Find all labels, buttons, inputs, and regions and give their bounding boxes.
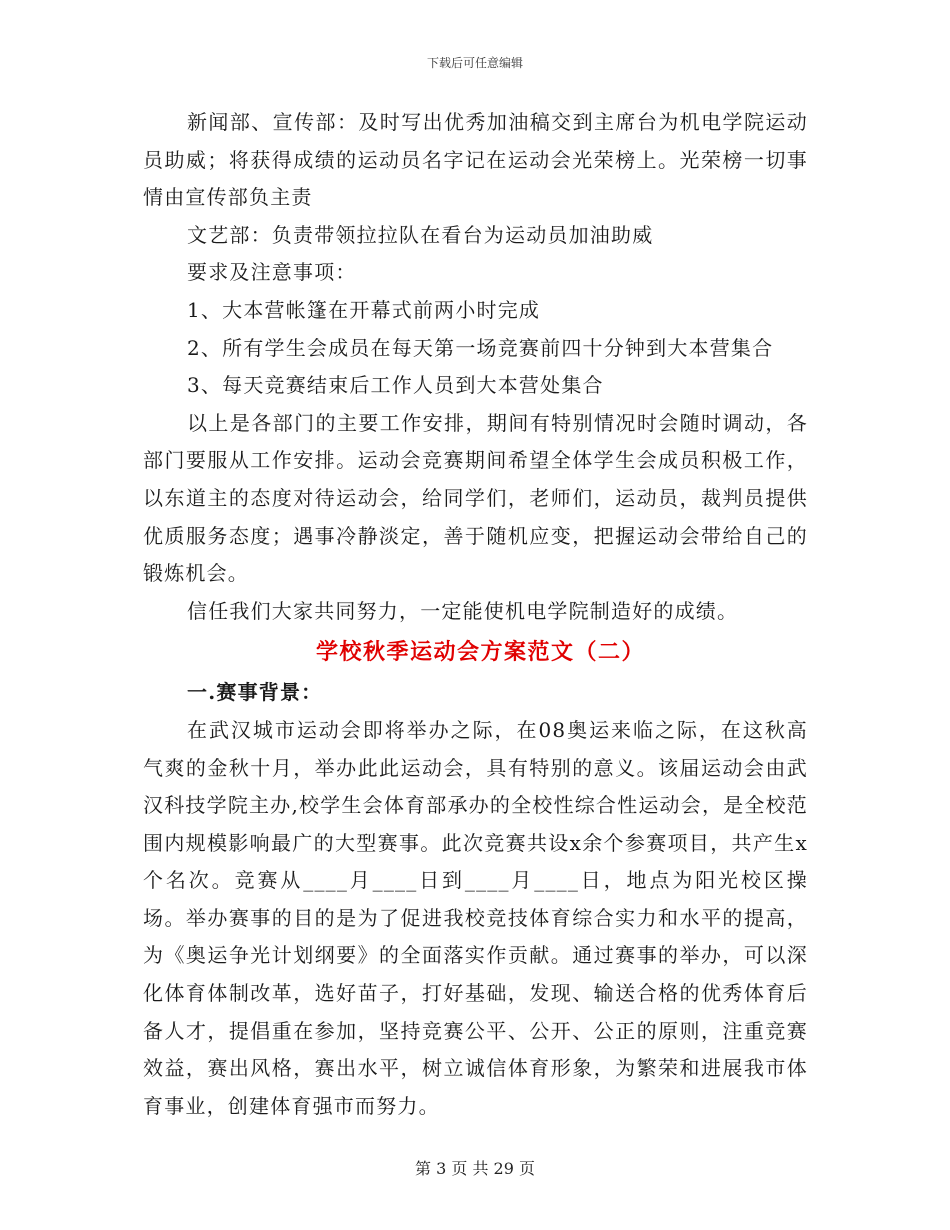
section-heading: 一.赛事背景： bbox=[187, 680, 323, 705]
paragraph-requirements: 要求及注意事项： bbox=[187, 260, 357, 285]
paragraph-news-dept: 新闻部、宣传部：及时写出优秀加油稿交到主席台为机电学院运动员助威；将获得成绩的运动员名字记在运动会光荣榜上。光荣榜一切事情由宣传部负主责 bbox=[143, 110, 808, 210]
paragraph-closing: 信任我们大家共同努力，一定能使机电学院制造好的成绩。 bbox=[187, 598, 739, 623]
paragraph-art-dept: 文艺部：负责带领拉拉队在看台为运动员加油助威 bbox=[187, 222, 654, 247]
document-body bbox=[143, 104, 808, 1125]
paragraph-background: 在武汉城市运动会即将举办之际，在08奥运来临之际，在这秋高气爽的金秋十月，举办此此运动会，具有特别的意义。该届运动会由武汉科技学院主办,校学生会体育部承办的全校性综合性运动会，是全校范围内规模影响最广的大型赛事。此次竞赛共设x余个参赛项目，共产生x个名次。竞赛从____月____日到____月____日，地点为阳光校区操场。举办赛事的目的是为了促进我校竞技体育综合实力和水平的提高，为《奥运争光计划纲要》的全面落实作贡献。通过赛事的举办，可以深化体育体制改革，选好苗子，打好基础，发现、输送合格的优秀体育后备人才，提倡重在参加，坚持竞赛公平、公开、公正的原则，注重竞赛效益，赛出风格，赛出水平，树立诚信体育形象，为繁荣和进展我市体育事业，创建体育强市而努力。 bbox=[143, 717, 808, 1118]
page-header-note: 下载后可任意编辑 bbox=[426, 56, 523, 70]
section-title: 学校秋季运动会方案范文（二） bbox=[315, 639, 645, 666]
page-footer: 第 3 页 共 29 页 bbox=[415, 1159, 535, 1178]
list-item-3: 3、每天竞赛结束后工作人员到大本营处集合 bbox=[187, 373, 604, 398]
list-item-2: 2、所有学生会成员在每天第一场竞赛前四十分钟到大本营集合 bbox=[187, 335, 774, 360]
paragraph-summary: 以上是各部门的主要工作安排，期间有特别情况时会随时调动，各部门要服从工作安排。运动会竞赛期间希望全体学生会成员积极工作，以东道主的态度对待运动会，给同学们，老师们，运动员，裁判员提供优质服务态度；遇事冷静淡定，善于随机应变，把握运动会带给自己的锻炼机会。 bbox=[143, 410, 808, 586]
list-item-1: 1、大本营帐篷在开幕式前两小时完成 bbox=[187, 297, 541, 322]
